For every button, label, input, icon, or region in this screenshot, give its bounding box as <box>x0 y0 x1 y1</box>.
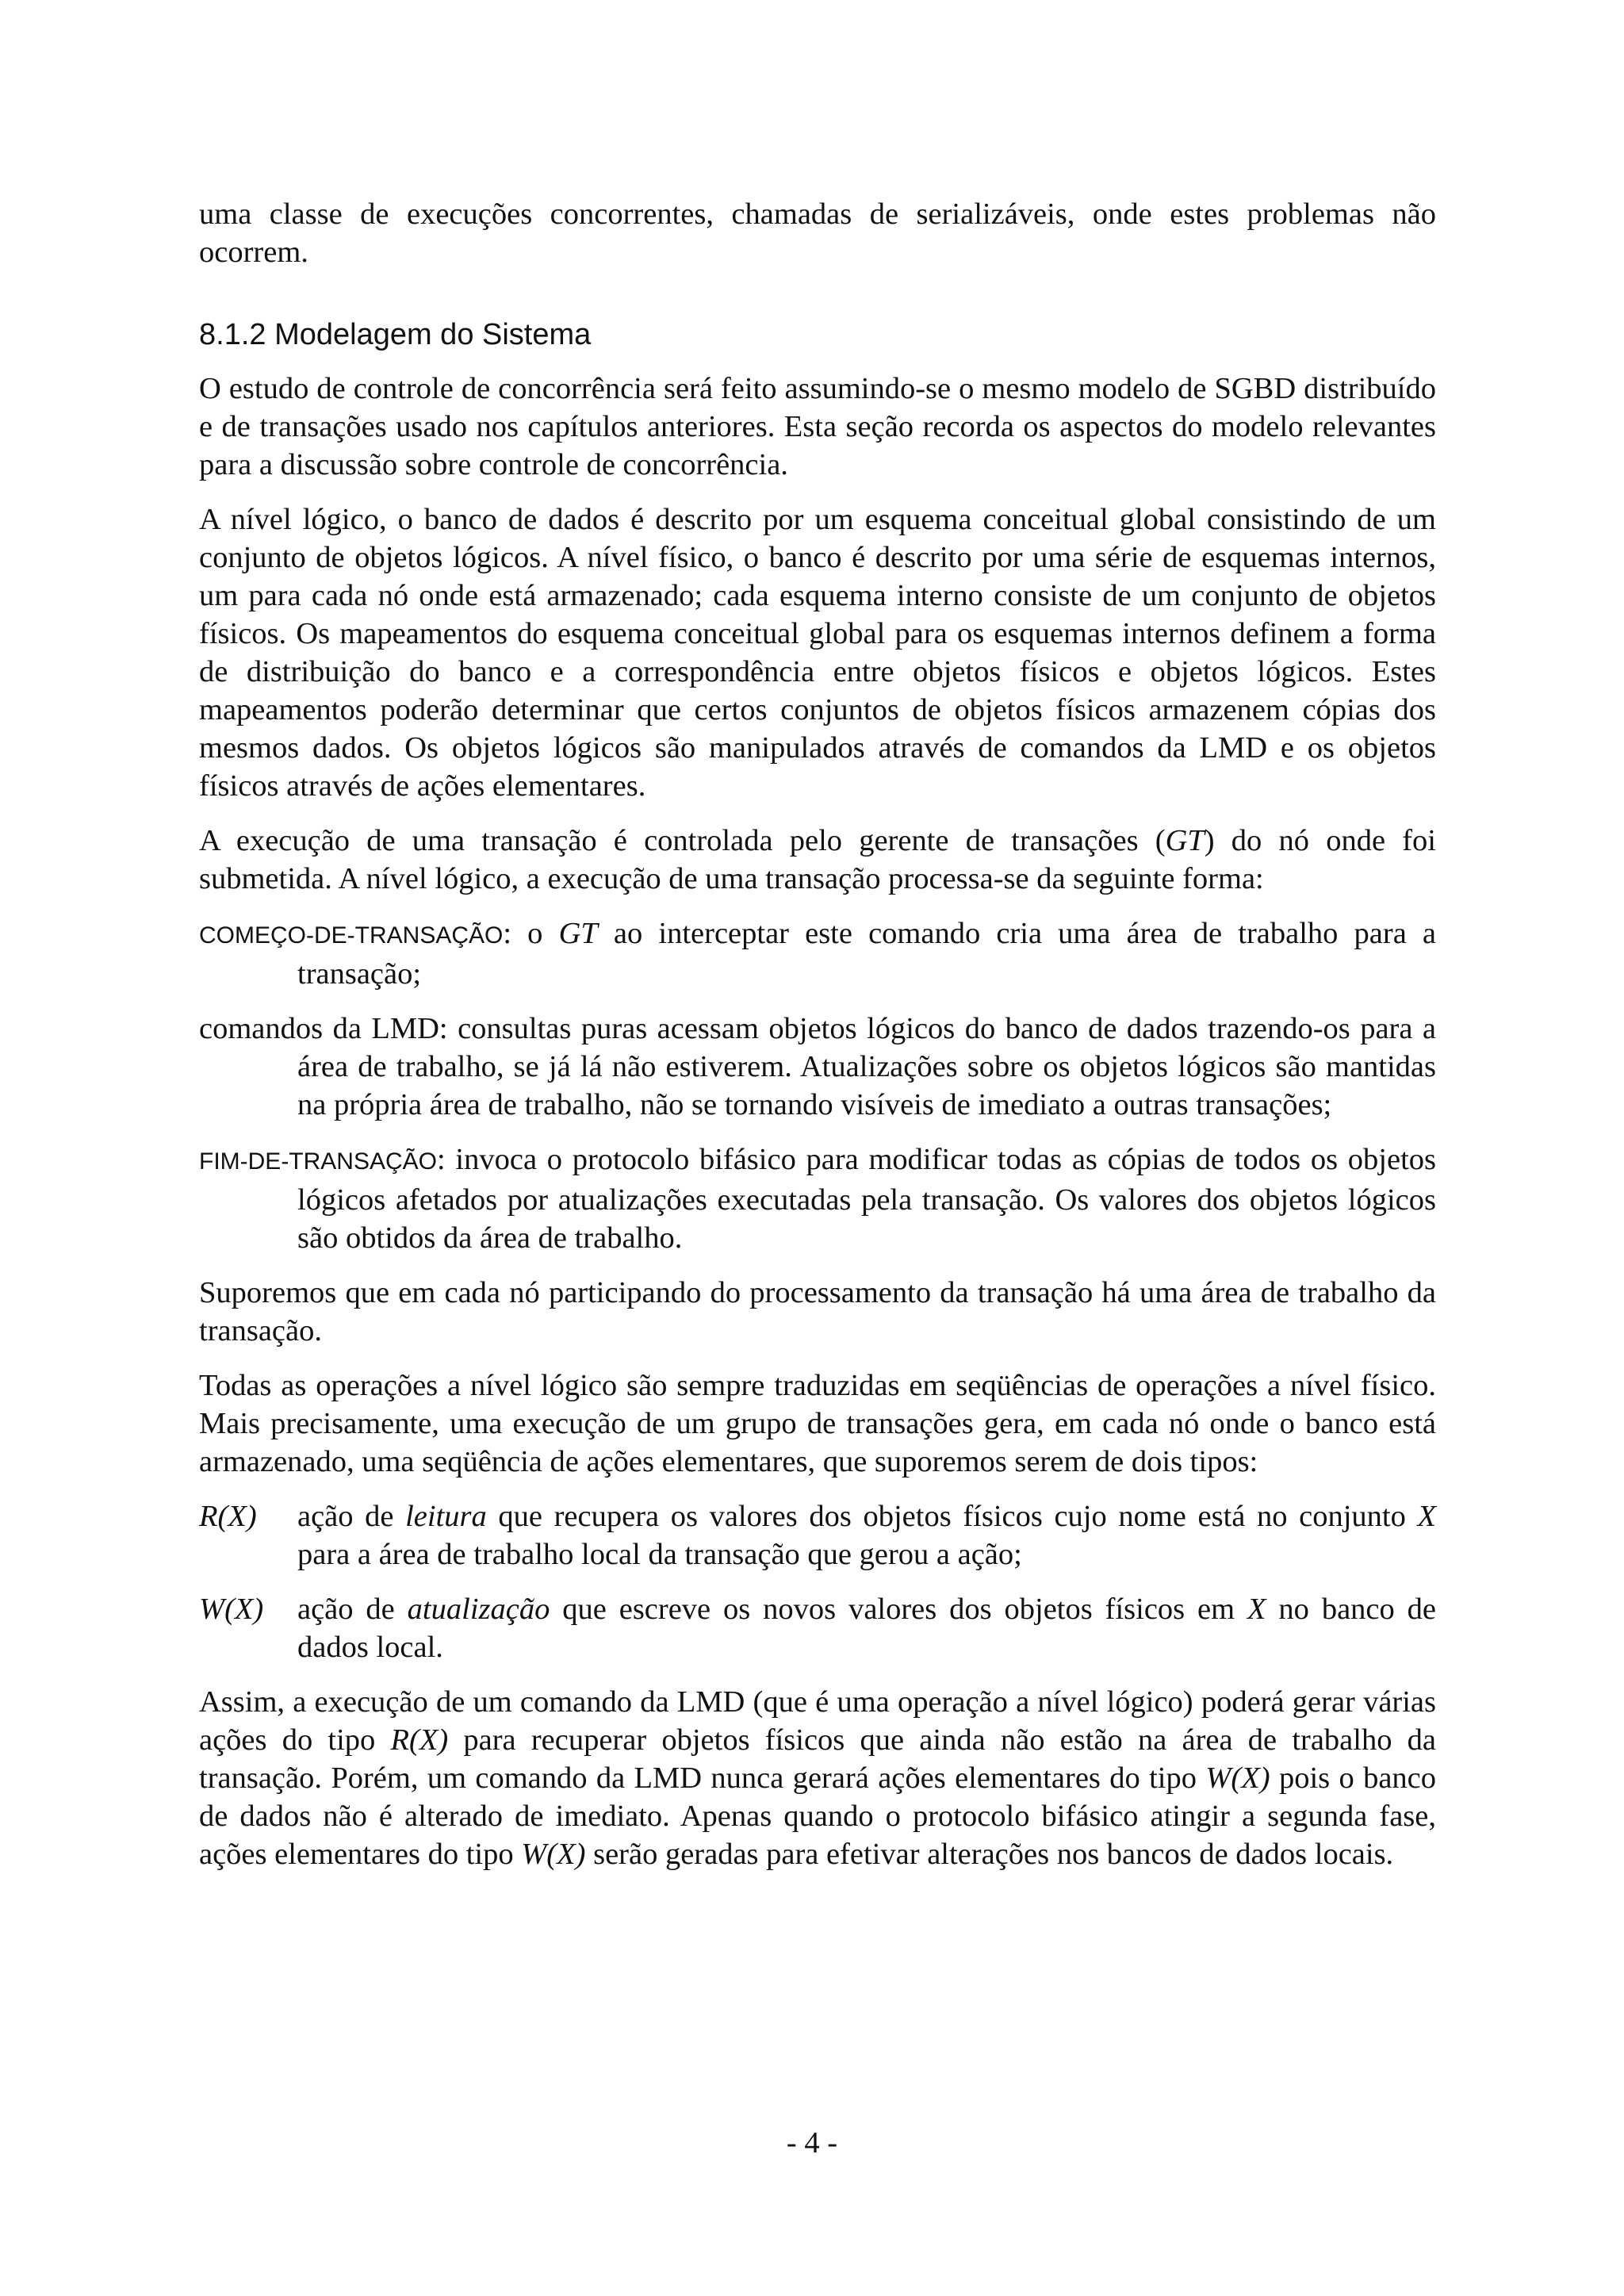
conclusion-part-d: serão geradas para efetivar alterações nos bancos de dados locais. <box>585 1838 1394 1871</box>
action-write <box>199 1590 1436 1666</box>
action-read-x: X <box>1417 1500 1436 1533</box>
definition-begin-part-b: ao interceptar este comando cria uma área de trabalho para a transação; <box>297 917 1437 991</box>
paragraph-execution <box>199 822 1436 898</box>
action-write-text <box>297 1590 1436 1666</box>
conclusion-write-action-1: W(X) <box>1205 1761 1270 1795</box>
definition-term-lmd: comandos da LMD <box>199 1012 439 1045</box>
paragraph-operations: Todas as operações a nível lógico são sempre traduzidas em seqüências de operações a nível físico. Mais precisamente, uma execução de um grupo de transações gera, em cada nó onde o banco está armazenado, uma seqüência de ações elementares, que suporemos serem de dois tipos: <box>199 1369 1436 1478</box>
gt-abbrev: GT <box>1165 824 1205 857</box>
paragraph-model: O estudo de controle de concorrência será feito assumindo-se o mesmo modelo de SGBD distribuído e de transações usado nos capítulos anteriores. Esta seção recorda os aspectos do modelo relevantes para a discussão sobre controle de concorrência. <box>199 372 1436 481</box>
definition-term-end: FIM-DE-TRANSAÇÃO <box>199 1148 437 1175</box>
paragraph-execution-part-b: ) do nó onde foi submetida. A nível lógico, a execução de uma transação processa-se da seguinte forma: <box>199 824 1436 895</box>
action-read-text <box>297 1497 1436 1573</box>
action-write-emphasis: atualização <box>407 1593 550 1626</box>
gt-abbrev: GT <box>558 917 598 950</box>
action-write-part-c: no banco de dados local. <box>297 1593 1437 1664</box>
definition-end-transaction <box>199 1140 1436 1257</box>
intro-paragraph: uma classe de execuções concorrentes, chamadas de serializáveis, onde estes problemas não ocorrem. <box>199 197 1436 269</box>
definition-lmd-commands <box>199 1010 1436 1124</box>
action-read-emphasis: leitura <box>405 1500 487 1533</box>
definition-term-begin: COMEÇO-DE-TRANSAÇÃO <box>199 922 504 949</box>
paragraph-execution-part-a: A execução de uma transação é controlada pelo gerente de transações ( <box>199 824 1166 857</box>
conclusion-write-action-2: W(X) <box>521 1838 586 1871</box>
conclusion-part-a: Assim, a execução de um comando da LMD (que é uma operação a nível lógico) poderá gerar várias ações do tipo <box>199 1685 1436 1757</box>
definition-end-text: : invoca o protocolo bifásico para modificar todas as cópias de todos os objetos lógicos afetados por atualizações executadas pela transação. Os valores dos objetos lógicos são obtidos da área de trabalho. <box>297 1143 1436 1255</box>
action-read-part-c: para a área de trabalho local da transação que gerou a ação; <box>297 1538 1022 1571</box>
action-write-part-a: ação de <box>297 1593 408 1626</box>
action-write-x: X <box>1247 1593 1266 1626</box>
action-read-part-b: que recupera os valores dos objetos físicos cujo nome está no conjunto <box>486 1500 1418 1533</box>
section-heading: 8.1.2 Modelagem do Sistema <box>199 318 592 351</box>
conclusion-part-c: pois o banco de dados não é alterado de imediato. Apenas quando o protocolo bifásico atingir a segunda fase, ações elementares do tipo <box>199 1761 1437 1871</box>
action-read-part-a: ação de <box>297 1500 406 1533</box>
definition-begin-part-a: : o <box>503 917 559 950</box>
action-write-part-b: que escreve os novos valores dos objetos físicos em <box>550 1593 1247 1626</box>
definition-lmd-text: : consultas puras acessam objetos lógicos do banco de dados trazendo-os para a área de trabalho, se já lá não estiverem. Atualizações sobre os objetos lógicos são mantidas na própria área de trabalho, não se tornando visíveis de imediato a outras transações; <box>297 1012 1436 1121</box>
paragraph-conclusion <box>199 1683 1436 1873</box>
conclusion-part-b: para recuperar objetos físicos que ainda não estão na área de trabalho da transação. Porém, um comando da LMD nunca gerará ações elementares do tipo <box>199 1723 1437 1795</box>
document-page <box>199 195 1436 1873</box>
action-read-symbol: R(X) <box>199 1500 257 1533</box>
page-number: - 4 - <box>786 2126 838 2160</box>
paragraph-work-area: Suporemos que em cada nó participando do processamento da transação há uma área de trabalho da transação. <box>199 1276 1436 1347</box>
conclusion-read-action: R(X) <box>390 1723 449 1757</box>
paragraph-logical-physical: A nível lógico, o banco de dados é descrito por um esquema conceitual global consistindo de um conjunto de objetos lógicos. A nível físico, o banco é descrito por uma série de esquemas internos, um para cada nó onde está armazenado; cada esquema interno consiste de um conjunto de objetos físicos. Os mapeamentos do esquema conceitual global para os esquemas internos definem a forma de distribuição do banco e a correspondência entre objetos físicos e objetos lógicos. Estes mapeamentos poderão determinar que certos conjuntos de objetos físicos armazenem cópias dos mesmos dados. Os objetos lógicos são manipulados através de comandos da LMD e os objetos físicos através de ações elementares. <box>199 503 1436 803</box>
definition-begin-transaction <box>199 914 1436 993</box>
action-write-symbol: W(X) <box>199 1593 264 1626</box>
action-read <box>199 1497 1436 1573</box>
